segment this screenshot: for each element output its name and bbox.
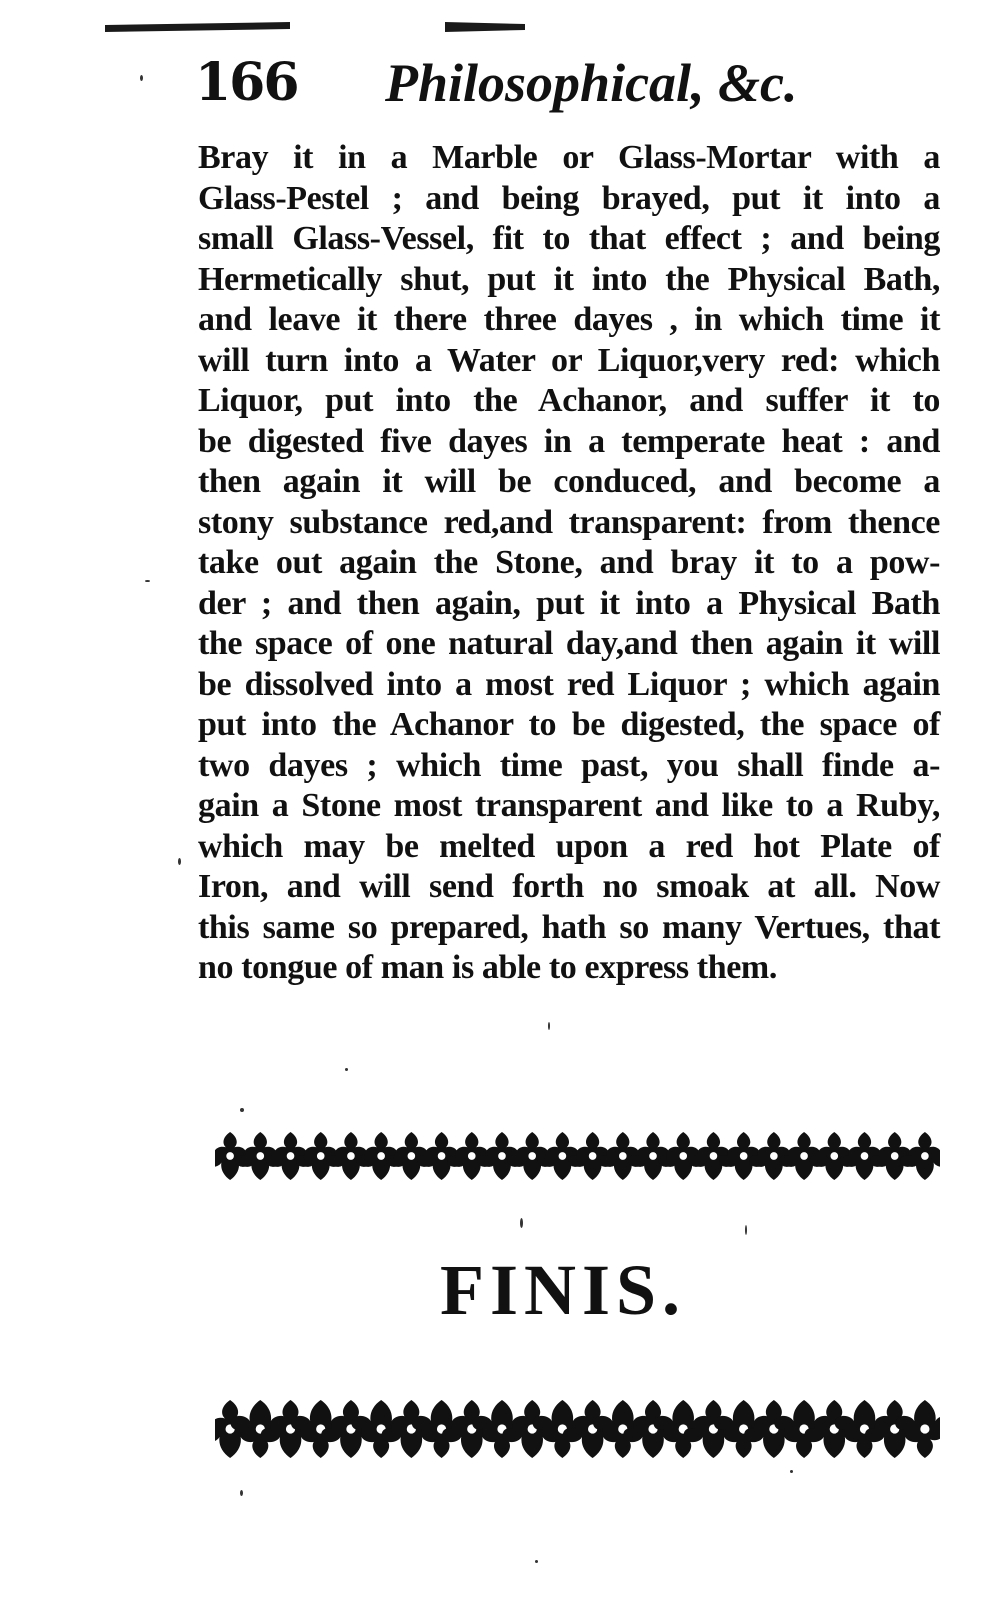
page-number: 166 <box>195 52 298 113</box>
text-line: which may be melted upon a red hot Plate of <box>198 827 940 865</box>
ink-speck <box>140 75 143 81</box>
text-line: der ; and then again, put it into a Physical Bath <box>198 584 940 622</box>
text-line: gain a Stone most transparent and like to a Ruby, <box>198 787 940 824</box>
text-line: Bray it in a Marble or Glass-Mortar with a <box>198 139 940 176</box>
text-line: two dayes ; which time past, you shall finde a- <box>198 746 940 784</box>
fleuron-band-icon <box>215 1130 940 1182</box>
text-line: be digested five dayes in a temperate heat : and <box>198 422 940 460</box>
ink-speck <box>520 1218 523 1228</box>
text-line: be dissolved into a most red Liquor ; which again <box>198 665 940 703</box>
body-text <box>198 138 940 989</box>
text-line: and leave it there three dayes , in which time it <box>198 301 940 338</box>
text-line: Hermetically shut, put it into the Physical Bath, <box>198 260 940 298</box>
text-line: Liquor, put into the Achanor, and suffer it to <box>198 382 940 419</box>
text-line: will turn into a Water or Liquor,very red: which <box>198 341 940 379</box>
ink-speck <box>345 1068 348 1071</box>
text-line: stony substance red,and transparent: from thence <box>198 503 940 541</box>
text-line: small Glass-Vessel, fit to that effect ; and being <box>198 220 940 257</box>
fleuron-band-icon <box>215 1398 940 1460</box>
ink-speck <box>240 1108 244 1112</box>
page-header <box>195 48 845 118</box>
ink-speck <box>535 1560 538 1563</box>
ink-speck <box>178 858 181 865</box>
text-line: no tongue of man is able to express them. <box>198 949 777 986</box>
text-line: this same so prepared, hath so many Vertues, that <box>198 908 940 946</box>
fleuron-band-icon <box>215 1398 940 1460</box>
ink-speck <box>145 580 150 582</box>
finis-heading: FINIS. <box>440 1250 687 1330</box>
text-line: then again it will be conduced, and become a <box>198 463 940 500</box>
running-title: Philosophical, &c. <box>385 53 798 113</box>
text-line: the space of one natural day,and then again it will <box>198 625 940 662</box>
text-line: take out again the Stone, and bray it to a pow- <box>198 544 940 581</box>
ink-speck <box>790 1470 793 1473</box>
ink-speck <box>548 1022 550 1030</box>
text-line: put into the Achanor to be digested, the space of <box>198 706 940 743</box>
ink-speck <box>745 1225 747 1235</box>
top-rule <box>445 22 525 32</box>
fleuron-band-icon <box>215 1130 940 1182</box>
top-rule <box>105 22 290 32</box>
fleuron-icon <box>900 1132 940 1180</box>
text-line: Iron, and will send forth no smoak at all. Now <box>198 868 940 905</box>
ink-speck <box>240 1490 243 1496</box>
text-line: Glass-Pestel ; and being brayed, put it into a <box>198 179 940 217</box>
